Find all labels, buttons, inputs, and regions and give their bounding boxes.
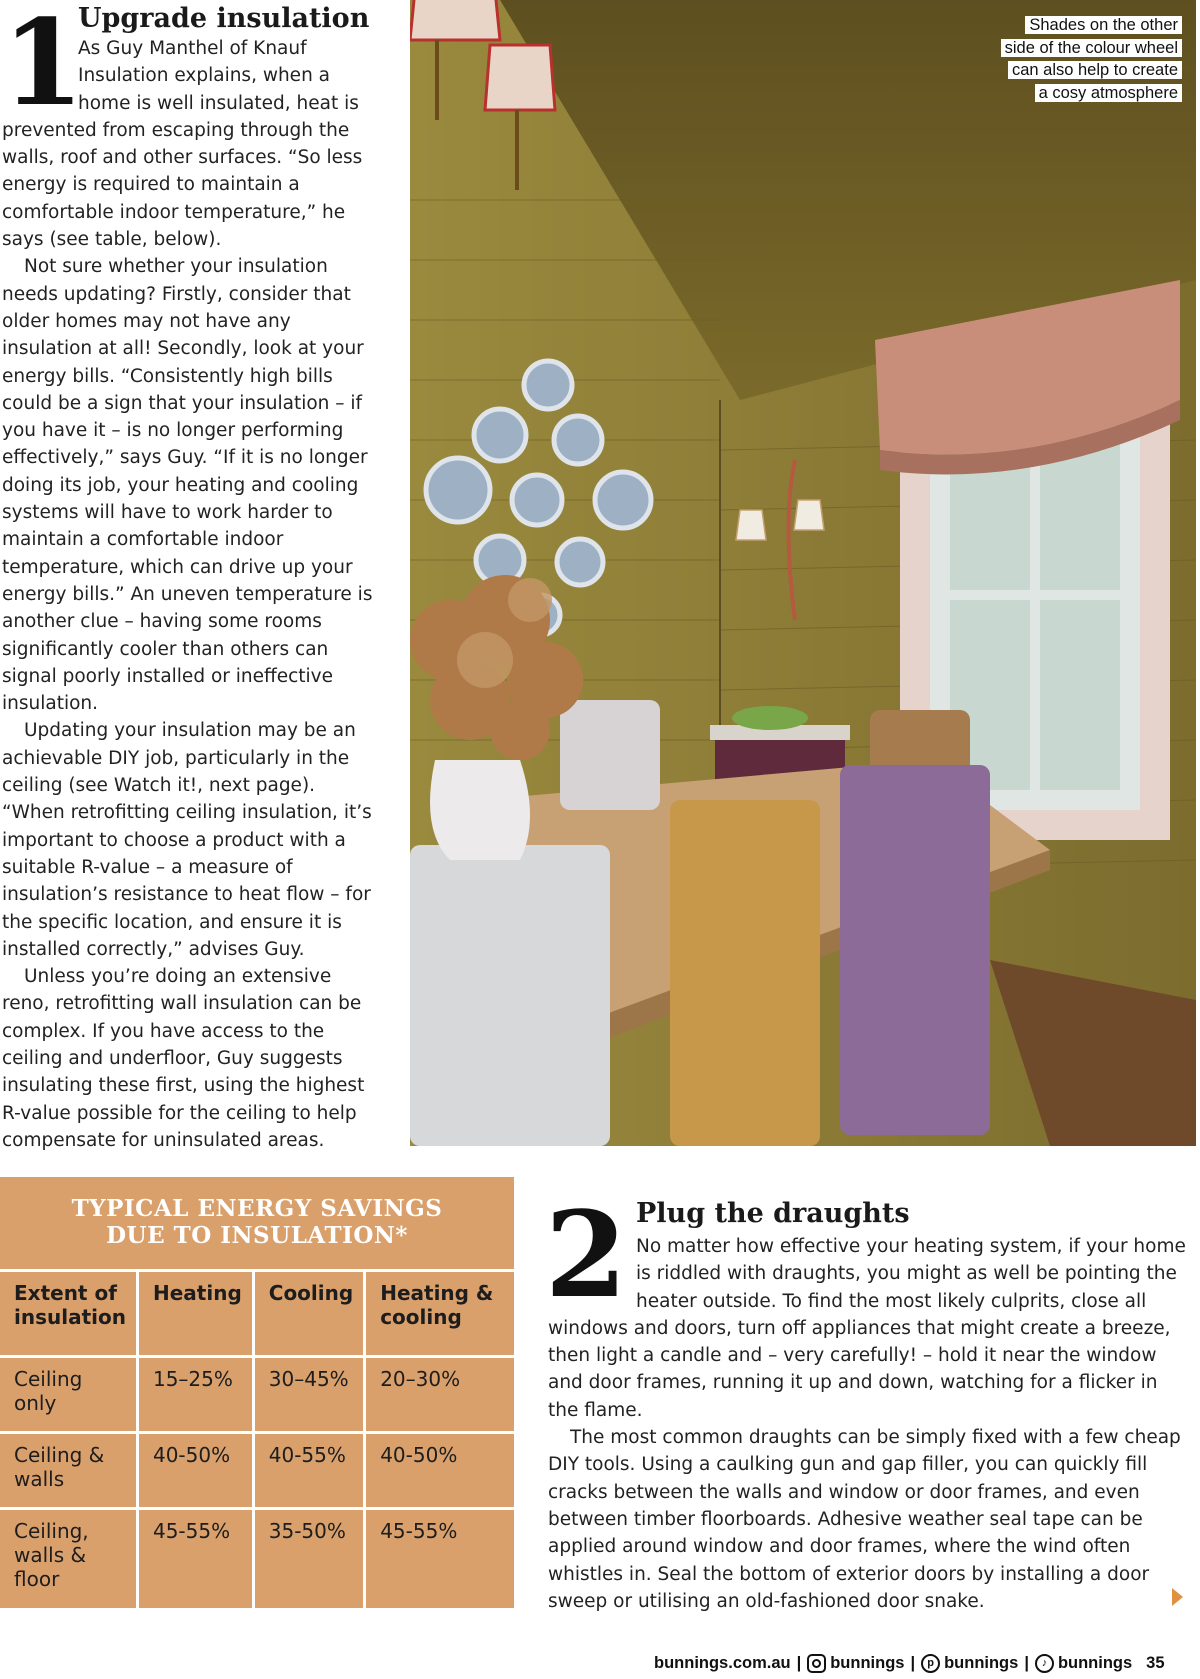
table-cell: 45-55% (137, 1509, 253, 1617)
footer-tiktok-handle[interactable]: bunnings (1057, 1653, 1133, 1672)
section-1-number: 1 (2, 0, 85, 132)
table-header-row (0, 1271, 514, 1357)
footer-separator: | (796, 1653, 802, 1672)
table-cell: Ceiling, walls & floor (0, 1509, 137, 1617)
table-cell: Ceiling only (0, 1357, 137, 1433)
table-cell: 20–30% (365, 1357, 514, 1433)
table-row (0, 1433, 514, 1509)
continue-arrow-icon (1172, 1588, 1183, 1606)
table-title-line-1: TYPICAL ENERGY SAVINGS (71, 1195, 443, 1222)
caption-line: Shades on the other (1025, 16, 1182, 34)
energy-savings-table (0, 1269, 514, 1616)
dining-room-illustration (410, 0, 1196, 1146)
section-2-number: 2 (545, 1185, 628, 1324)
section-1-body (2, 35, 380, 1154)
section-1-paragraph: Updating your insulation may be an achievable DIY job, particularly in the ceiling (see Watch it!, next page). “When retrofitting ceiling insulation, it’s important to choose a product with a suitable R-value – a measure of insulation’s resistance to heat flow – for the specific location, and ensure it is installed correctly,” advises Guy. (2, 720, 372, 960)
instagram-icon[interactable] (807, 1654, 826, 1673)
footer-website-link[interactable]: bunnings.com.au (654, 1653, 791, 1672)
section-2-paragraph-text: No matter how effective your heating system, if your home is riddled with draughts, you might as well be pointing the heater outside. To find the most likely culprits, close all windows and doors, turn off appliances that might create a breeze, then light a candle and – very carefully! – hold it near the window and door frames, running it up and down, watching for a flicker in the flame. (548, 1236, 1186, 1421)
table-cell: 40-55% (253, 1433, 364, 1509)
caption-line: side of the colour wheel (1001, 39, 1182, 57)
section-2-paragraph (548, 1233, 1188, 1424)
page-footer (654, 1651, 1165, 1675)
section-1-paragraph: Unless you’re doing an extensive reno, retrofitting wall insulation can be complex. If you have access to the ceiling and underfloor, Guy suggests insulating these first, using the highest R-value possible for the ceiling to help compensate for uninsulated areas. (2, 966, 365, 1151)
caption-line: can also help to create (1008, 61, 1182, 79)
dining-room-photo (410, 0, 1196, 1146)
caption-line: a cosy atmosphere (1035, 84, 1182, 102)
section-1-title: Upgrade insulation (78, 3, 370, 34)
section-2-paragraph: The most common draughts can be simply fixed with a few cheap DIY tools. Using a caulking gun and gap filler, you can quickly fill cracks between the walls and window or door frames, and even between timber floorboards. Adhesive weather seal tape can be applied around window and door frames, where the wind often whistles in. Seal the bottom of exterior doors by installing a door sweep or utilising an old-fashioned door snake. (548, 1427, 1181, 1612)
table-header-cell: Heating & cooling (365, 1271, 514, 1357)
footer-pinterest-handle[interactable]: bunnings (944, 1653, 1019, 1672)
table-title (0, 1195, 514, 1249)
table-cell: 15–25% (137, 1357, 253, 1433)
table-cell: Ceiling & walls (0, 1433, 137, 1509)
section-1-paragraph (2, 35, 380, 253)
table-cell: 40-50% (365, 1433, 514, 1509)
energy-savings-table-box (0, 1177, 514, 1608)
table-header-cell: Cooling (253, 1271, 364, 1357)
footer-instagram-handle[interactable]: bunnings (830, 1653, 905, 1672)
tiktok-icon[interactable]: ♪ (1035, 1654, 1054, 1673)
photo-caption (1001, 14, 1182, 104)
table-title-line-2: DUE TO INSULATION* (106, 1222, 408, 1249)
footer-separator: | (1024, 1653, 1029, 1672)
table-cell: 45-55% (365, 1509, 514, 1617)
table-row (0, 1509, 514, 1617)
table-row (0, 1357, 514, 1433)
table-cell: 35-50% (253, 1509, 364, 1617)
page-number: 35 (1146, 1653, 1165, 1672)
section-1-paragraph: Not sure whether your insulation needs updating? Firstly, consider that older homes may not have any insulation at all! Secondly, look at your energy bills. “Consistently high bills could be a sign that your insulation – if you have it – is no longer performing effectively,” says Guy. “If it is no longer doing its job, your heating and cooling systems will have to work harder to maintain a comfortable indoor temperature, which can drive up your energy bills.” An uneven temperature is another clue – having some rooms significantly cooler than others can signal poorly installed or ineffective insulation. (2, 256, 373, 715)
footer-separator: | (910, 1653, 916, 1672)
table-header-cell: Extent of insulation (0, 1271, 137, 1357)
section-1-paragraph-text: As Guy Manthel of Knauf Insulation explains, when a home is well insulated, heat is prevented from escaping through the walls, roof and other surfaces. “So less energy is required to maintain a comfortable indoor temperature,” he says (see table, below). (2, 38, 363, 251)
pinterest-icon[interactable]: p (921, 1654, 940, 1673)
table-cell: 30–45% (253, 1357, 364, 1433)
section-2-body (548, 1233, 1188, 1615)
table-header-cell: Heating (137, 1271, 253, 1357)
section-2-title: Plug the draughts (636, 1198, 910, 1229)
table-cell: 40-50% (137, 1433, 253, 1509)
